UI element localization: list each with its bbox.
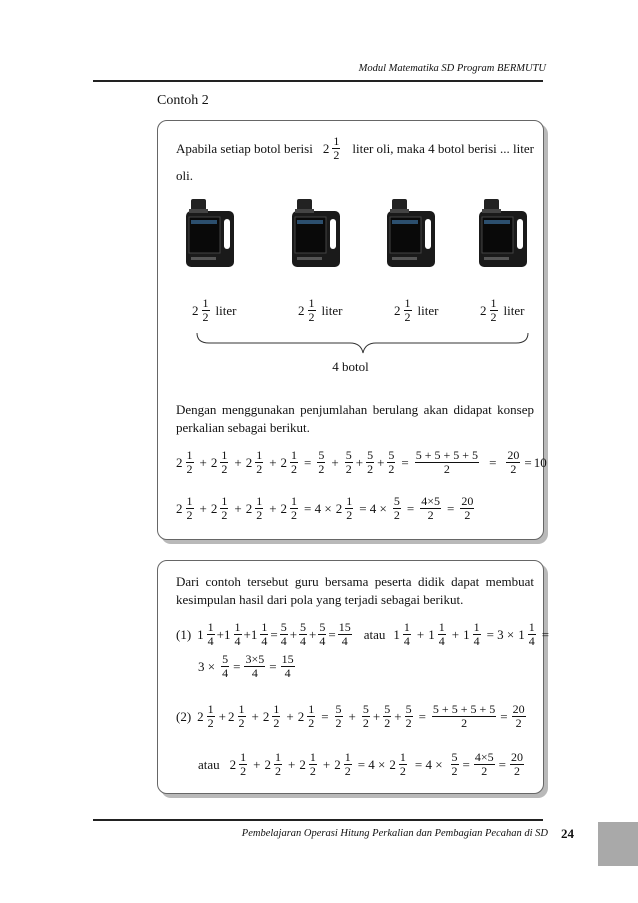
- conclusion-intro: Dari contoh tersebut guru bersama peserta didik dapat membuat kesimpulan hasil dari pola yang terjadi sebagai berikut.: [176, 574, 534, 607]
- question-end: liter oli, maka 4 botol berisi ... liter: [352, 140, 534, 156]
- oil-bottle-icon: [379, 197, 441, 269]
- unit: liter: [215, 302, 237, 318]
- oil-bottle-icon: [178, 197, 240, 269]
- denominator: 2: [490, 310, 497, 324]
- bottle-label: [192, 297, 236, 324]
- running-header: Modul Matematika SD Program BERMUTU: [358, 63, 546, 74]
- fraction: [308, 297, 316, 324]
- fraction: [202, 297, 210, 324]
- numerator: 1: [333, 134, 340, 148]
- explanation-text: Dengan menggunakan penjumlahan berulang akan didapat konsep perkalian sebagai berikut.: [176, 402, 534, 435]
- example-title: Contoh 2: [157, 93, 209, 108]
- fraction: [404, 297, 412, 324]
- unit: liter: [321, 302, 343, 318]
- header-rule: [93, 80, 543, 82]
- question-line-2: oli.: [176, 168, 193, 183]
- bottle-label: [480, 297, 524, 324]
- conclusion-item-2-continued: atau 2 $\frac{1}{2}$ + 2 $\frac{1}{2}$ + 2 $\frac{1}{2}$ + 2 $\frac{1}{2}$ = 4 × 2 $\frac{1}{2}$ = 4 × $\frac{5}{2}$ = $\frac{4\times 5}{2}$ = $\frac{20}{2}$: [198, 750, 523, 778]
- numerator: 1: [404, 296, 411, 310]
- bottle-label: [298, 297, 342, 324]
- unit: liter: [503, 302, 525, 318]
- whole: 2: [480, 302, 487, 318]
- question-line: [176, 135, 534, 162]
- example-box: [157, 120, 547, 540]
- page-number: 24: [561, 826, 574, 841]
- conclusion-item-1-continued: 3 × $\frac{5}{4}$ = $\frac{3\times 5}{4}$ = $\frac{15}{4}$: [198, 652, 294, 680]
- fraction: [332, 135, 340, 162]
- whole: 2: [322, 140, 330, 156]
- conclusion-item-1: (1) 1 $\frac{1}{4}$ + 1 $\frac{1}{4}$ + 1 $\frac{1}{4}$ = $\frac{5}{4}$ + $\frac{5}{4}$ + $\frac{5}{4}$ = $\frac{15}{4}$ atau 1 $\frac{1}{4}$ + 1 $\frac{1}{4}$ + 1 $\frac{1}{4}$ = 3 × 1 $\frac{1}{4}$ =: [176, 620, 550, 648]
- conclusion-item-2: (2) 2 $\frac{1}{2}$ + 2 $\frac{1}{2}$ + 2 $\frac{1}{2}$ + 2 $\frac{1}{2}$ = $\frac{5}{2}$ + $\frac{5}{2}$ + $\frac{5}{2}$ + $\frac{5}{2}$ = $\frac{5 + 5 + 5 + 5}{2}$ = $\frac{20}{2}$: [176, 702, 525, 730]
- conclusion-box: [157, 560, 550, 794]
- oil-bottle-icon: [471, 197, 533, 269]
- equation-multiplication: 2 $\frac{1}{2}$ + 2 $\frac{1}{2}$ + 2 $\frac{1}{2}$ + 2 $\frac{1}{2}$ = 4 × 2 $\frac{1}{2}$ = 4 × $\frac{5}{2}$ = $\frac{4\times 5}{2}$ = $\frac{20}{2}$: [176, 494, 474, 522]
- bottle-label: [394, 297, 438, 324]
- bottle-count-label: 4 botol: [332, 359, 369, 374]
- denominator: 2: [404, 310, 411, 324]
- running-footer: Pembelajaran Operasi Hitung Perkalian dan Pembagian Pecahan di SD: [241, 828, 548, 839]
- whole: 2: [394, 302, 401, 318]
- curly-brace-icon: [195, 331, 530, 355]
- numerator: 1: [308, 296, 315, 310]
- question-mixed-fraction: [323, 135, 343, 162]
- unit: liter: [417, 302, 439, 318]
- whole: 2: [298, 302, 305, 318]
- denominator: 2: [308, 310, 315, 324]
- fraction: [490, 297, 498, 324]
- page-tab-decoration: [598, 822, 638, 866]
- oil-bottle-icon: [284, 197, 346, 269]
- equation-repeated-addition: 2 $\frac{1}{2}$ + 2 $\frac{1}{2}$ + 2 $\frac{1}{2}$ + 2 $\frac{1}{2}$ = $\frac{5}{2}$ + $\frac{5}{2}$ + $\frac{5}{2}$ + $\frac{5}{2}$ = $\frac{5 + 5 + 5 + 5}{2}$ = $\frac{20}{2}$ = 10: [176, 448, 547, 476]
- whole: 2: [192, 302, 199, 318]
- footer-rule: [93, 819, 543, 821]
- denominator: 2: [202, 310, 209, 324]
- numerator: 1: [490, 296, 497, 310]
- denominator: 2: [333, 148, 340, 162]
- numerator: 1: [202, 296, 209, 310]
- question-start: Apabila setiap botol berisi: [176, 140, 313, 156]
